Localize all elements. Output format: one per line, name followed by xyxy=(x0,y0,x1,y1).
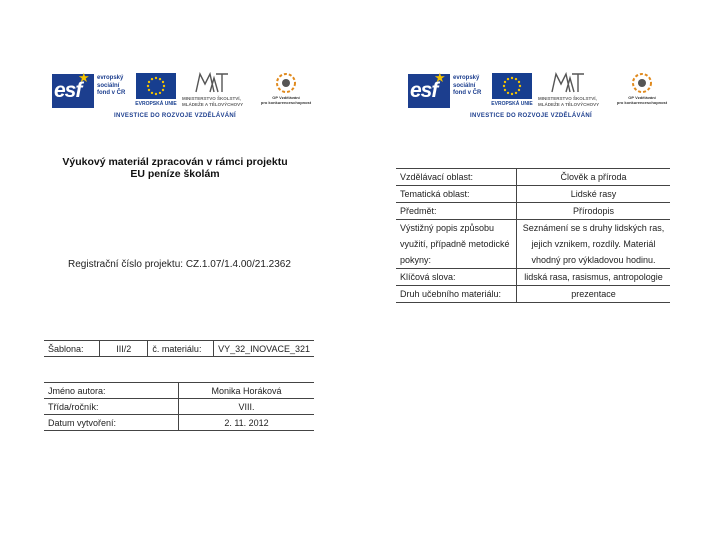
class-label: Třída/ročník: xyxy=(44,399,179,415)
table-row xyxy=(44,341,314,357)
template-table xyxy=(44,340,314,357)
star-icon: ★ xyxy=(434,71,446,86)
table-row xyxy=(396,203,670,220)
project-title-line1: Výukový materiál zpracován v rámci projektu xyxy=(62,156,288,168)
class-value: VIII. xyxy=(179,399,315,415)
date-label: Datum vytvoření: xyxy=(44,415,179,431)
material-info-table xyxy=(396,168,670,303)
table-row xyxy=(396,186,670,203)
project-title xyxy=(40,156,310,180)
op-logo xyxy=(258,72,314,108)
eu-flag-logo xyxy=(132,73,180,107)
date-value: 2. 11. 2012 xyxy=(179,415,315,431)
msmt-mark-icon xyxy=(194,72,230,94)
logo-strip-left xyxy=(52,72,314,130)
msmt-logo-text: MINISTERSTVO ŠKOLSTVÍ, MLÁDEŽE A TĚLOVÝCHOVY xyxy=(538,96,600,107)
template-value: III/2 xyxy=(100,341,148,357)
op-logo-text: OP Vzdělávání pro konkurenceschopnost xyxy=(260,95,312,105)
material-type-label: Druh učebního materiálu: xyxy=(396,286,517,303)
esf-logo-word: esf xyxy=(54,79,82,102)
table-row xyxy=(396,220,670,269)
registration-number: Registrační číslo projektu: CZ.1.07/1.4.00/21.2362 xyxy=(68,259,291,270)
table-row xyxy=(396,269,670,286)
usage-description-value: Seznámení se s druhy lidských ras, jejich vznikem, rozdíly. Materiál vhodný pro výkladovou hodinu. xyxy=(517,220,671,269)
usage-description-label: Výstižný popis způsobu využití, případně metodické pokyny: xyxy=(396,220,517,269)
table-row xyxy=(396,169,670,186)
eu-flag-logo xyxy=(488,73,536,107)
msmt-logo xyxy=(538,72,608,108)
keywords-label: Klíčová slova: xyxy=(396,269,517,286)
investice-tagline: INVESTICE DO ROZVOJE VZDĚLÁVÁNÍ xyxy=(114,113,236,119)
op-logo-text: OP Vzdělávání pro konkurenceschopnost xyxy=(616,95,668,105)
project-title-line2: EU peníze školám xyxy=(130,168,220,180)
education-area-value: Člověk a příroda xyxy=(517,169,671,186)
table-row xyxy=(44,399,314,415)
esf-logo xyxy=(408,72,485,108)
eu-flag-label: EVROPSKÁ UNIE xyxy=(491,101,533,107)
eu-flag-icon xyxy=(492,73,532,99)
msmt-logo xyxy=(182,72,252,108)
op-mark-icon xyxy=(626,72,658,94)
msmt-logo-text: MINISTERSTVO ŠKOLSTVÍ, MLÁDEŽE A TĚLOVÝCHOVY xyxy=(182,96,244,107)
investice-tagline: INVESTICE DO ROZVOJE VZDĚLÁVÁNÍ xyxy=(470,113,592,119)
esf-logo-text: evropský sociální fond v ČR xyxy=(97,75,126,96)
op-logo xyxy=(614,72,670,108)
table-row xyxy=(44,415,314,431)
op-mark-icon xyxy=(270,72,302,94)
subject-value: Přírodopis xyxy=(517,203,671,220)
star-icon: ★ xyxy=(78,71,90,86)
esf-logo-text: evropský sociální fond v ČR xyxy=(453,75,482,96)
material-number-value: VY_32_INOVACE_321 xyxy=(214,341,314,357)
logo-strip-right xyxy=(408,72,670,130)
material-type-value: prezentace xyxy=(517,286,671,303)
esf-logo xyxy=(52,72,129,108)
education-area-label: Vzdělávací oblast: xyxy=(396,169,517,186)
keywords-value: lidská rasa, rasismus, antropologie xyxy=(517,269,671,286)
template-label: Šablona: xyxy=(44,341,100,357)
material-number-label: č. materiálu: xyxy=(148,341,214,357)
msmt-mark-icon xyxy=(550,72,586,94)
table-row xyxy=(44,383,314,399)
thematic-area-label: Tematická oblast: xyxy=(396,186,517,203)
table-row xyxy=(396,286,670,303)
subject-label: Předmět: xyxy=(396,203,517,220)
esf-logo-word: esf xyxy=(410,79,438,102)
eu-flag-icon xyxy=(136,73,176,99)
thematic-area-value: Lidské rasy xyxy=(517,186,671,203)
author-value: Monika Horáková xyxy=(179,383,315,399)
author-table xyxy=(44,382,314,431)
eu-flag-label: EVROPSKÁ UNIE xyxy=(135,101,177,107)
author-label: Jméno autora: xyxy=(44,383,179,399)
